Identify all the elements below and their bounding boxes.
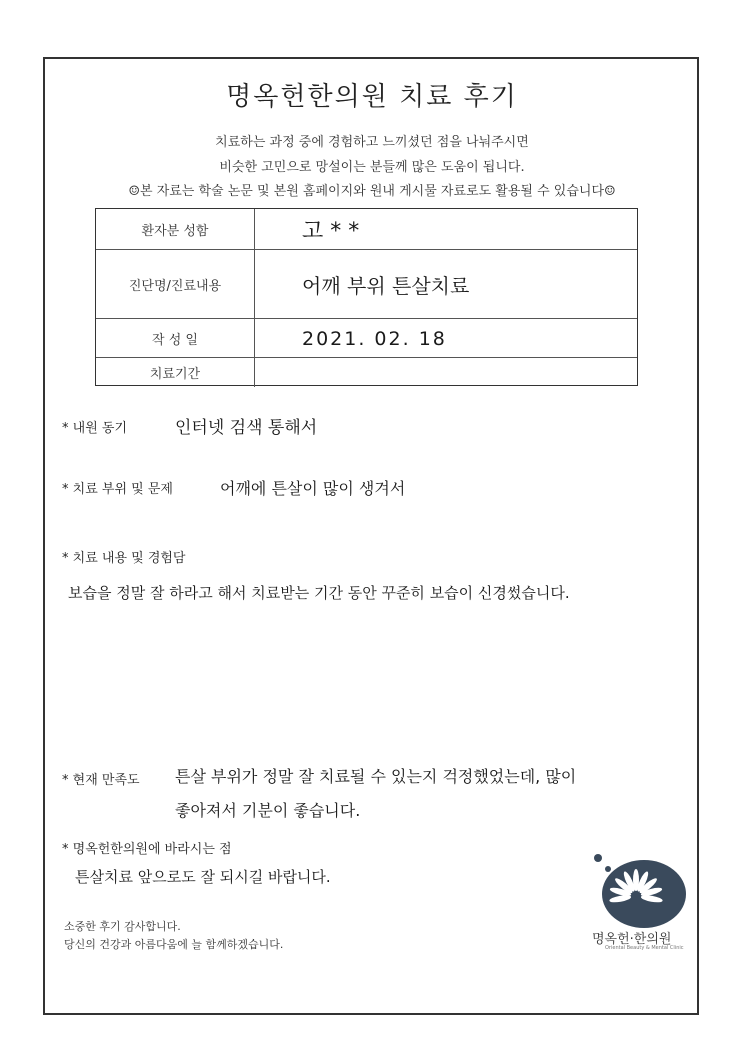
logo-name: 명옥헌·한의원 bbox=[592, 932, 672, 947]
page-title: 명옥헌한의원 치료 후기 bbox=[226, 82, 518, 112]
diagnosis-value-cell[interactable] bbox=[254, 250, 637, 319]
name-value: 고 * * bbox=[302, 218, 360, 244]
logo-sub: Oriental Beauty & Mental Clinic bbox=[605, 945, 684, 951]
wish-answer: 튼살치료 앞으로도 잘 되시길 바랍니다. bbox=[75, 868, 331, 886]
patient-info-table bbox=[95, 208, 638, 386]
motive-label: * 내원 동기 bbox=[62, 421, 127, 436]
motive-answer: 인터넷 검색 통해서 bbox=[175, 418, 318, 438]
date-label: 작 성 일 bbox=[96, 319, 255, 358]
satisfaction-answer-line1: 튼살 부위가 정말 잘 치료될 수 있는지 걱정했었는데, 많이 bbox=[175, 767, 577, 786]
name-label: 환자분 성함 bbox=[96, 209, 255, 249]
period-row bbox=[96, 357, 637, 387]
intro-line-3: ☺본 자료는 학술 논문 및 본원 홈페이지와 원내 게시물 자료로도 활용될 수 있습니다☺ bbox=[128, 184, 616, 199]
date-value: 2021. 02. 18 bbox=[302, 327, 447, 350]
period-label: 치료기간 bbox=[96, 358, 255, 387]
date-value-cell[interactable] bbox=[254, 319, 637, 358]
name-row bbox=[96, 209, 637, 249]
area-label: * 치료 부위 및 문제 bbox=[62, 482, 173, 497]
experience-answer: 보습을 정말 잘 하라고 해서 치료받는 기간 동안 꾸준히 보습이 신경썼습니다. bbox=[68, 584, 570, 602]
period-value-cell[interactable] bbox=[254, 358, 637, 387]
area-answer: 어깨에 튼살이 많이 생겨서 bbox=[220, 479, 406, 498]
wish-label: * 명옥헌한의원에 바라시는 점 bbox=[62, 842, 232, 857]
intro-line-2: 비슷한 고민으로 망설이는 분들께 많은 도움이 됩니다. bbox=[219, 160, 525, 175]
date-row bbox=[96, 318, 637, 358]
intro-line-1: 치료하는 과정 중에 경험하고 느끼셨던 점을 나눠주시면 bbox=[215, 135, 529, 150]
closing-line-2: 당신의 건강과 아름다움에 늘 함께하겠습니다. bbox=[64, 938, 284, 951]
experience-label: * 치료 내용 및 경험담 bbox=[62, 551, 186, 566]
name-value-cell[interactable] bbox=[254, 209, 637, 249]
closing-line-1: 소중한 후기 감사합니다. bbox=[64, 920, 181, 933]
satisfaction-label: * 현재 만족도 bbox=[62, 773, 140, 788]
diagnosis-row bbox=[96, 249, 637, 319]
satisfaction-answer-line2: 좋아져서 기분이 좋습니다. bbox=[175, 801, 361, 820]
diagnosis-value: 어깨 부위 튼살치료 bbox=[302, 274, 470, 298]
diagnosis-label: 진단명/진료내용 bbox=[96, 250, 255, 319]
